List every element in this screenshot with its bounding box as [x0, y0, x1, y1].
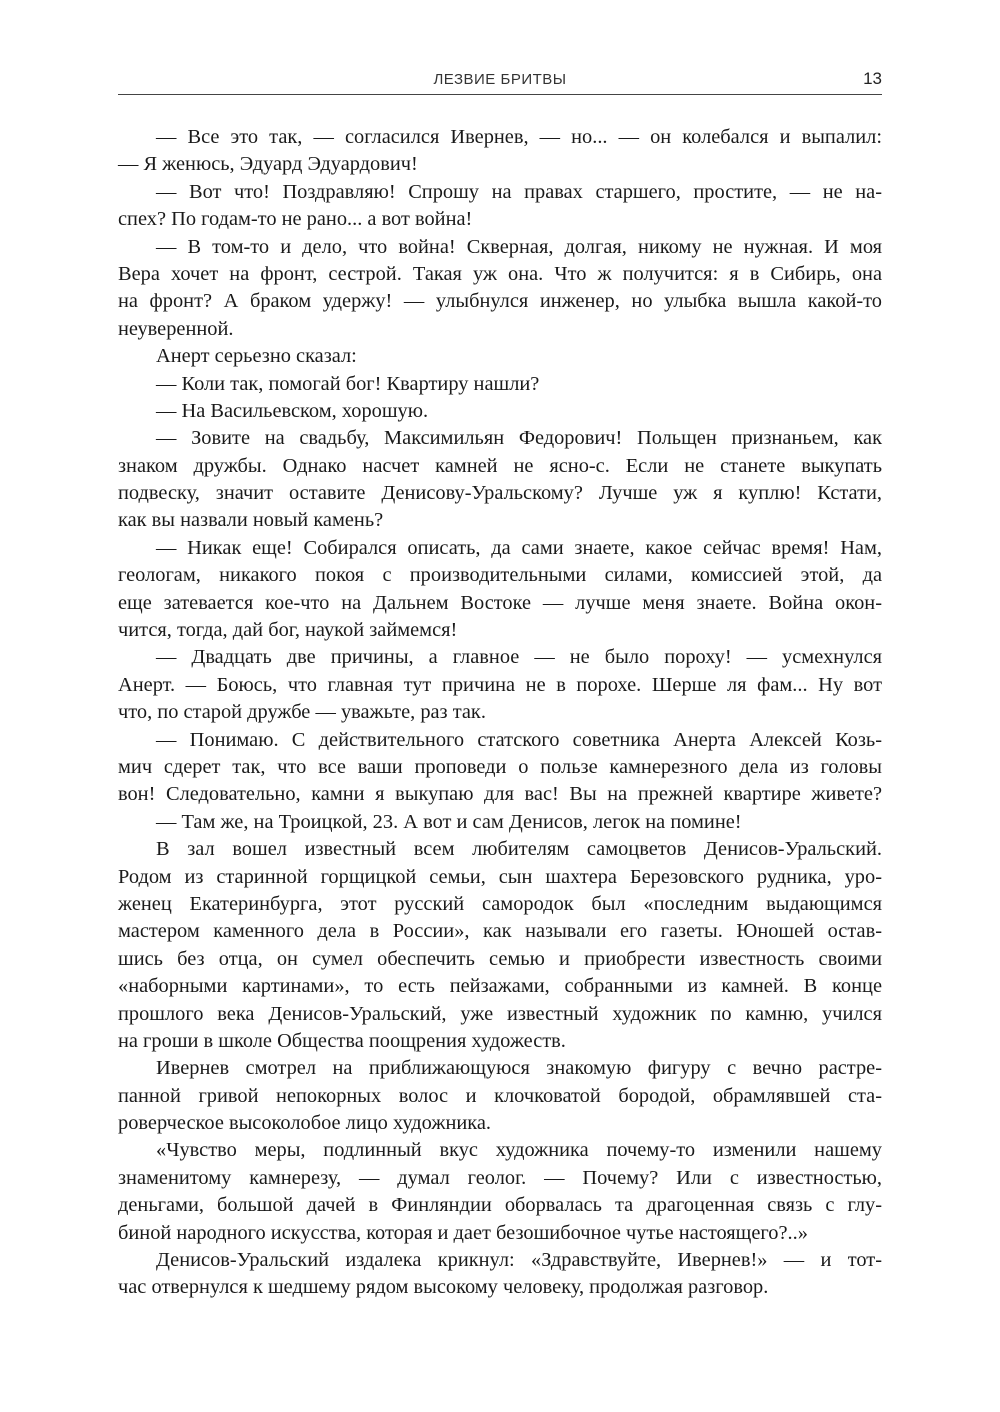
- text-line: — Я женюсь, Эдуард Эдуардович!: [118, 153, 418, 176]
- text-line: — Вот что! Поздравляю! Спрошу на правах старшего, простите, — не на-: [156, 180, 882, 203]
- text-line: — Зовите на свадьбу, Максимильян Федорович! Польщен признаньем, как: [156, 427, 882, 450]
- running-header: [118, 68, 882, 95]
- text-line: спех? По годам-то не рано... а вот война!: [118, 208, 473, 231]
- text-line: подвеску, значит оставите Денисову-Уральскому? Лучше уж я куплю! Кстати,: [118, 482, 882, 505]
- text-line: Вера хочет на фронт, сестрой. Такая уж она. Что ж получится: я в Сибирь, она: [118, 262, 882, 285]
- text-line: как вы назвали новый камень?: [118, 509, 384, 532]
- text-line: — Все это так, — согласился Ивернев, — но... — он колебался и выпалил:: [156, 126, 882, 148]
- text-line: Денисов-Уральский издалека крикнул: «Здравствуйте, Ивернев!» — и тот-: [156, 1249, 882, 1272]
- text-line: В зал вошел известный всем любителям самоцветов Денисов-Уральский.: [156, 838, 882, 861]
- text-line: неуверенной.: [118, 317, 234, 340]
- text-line: Анерт. — Боюсь, что главная тут причина не в порохе. Шерше ля фам... Ну вот: [118, 673, 882, 696]
- text-line: мич сдерет так, что все ваши проповеди о пользе камнерезного дела из головы: [118, 755, 882, 778]
- text-line: знаком дружбы. Однако насчет камней не ясно-с. Если не станете выкупать: [118, 454, 882, 477]
- text-line: Родом из старинной горщицкой семьи, сын шахтера Березовского рудника, уро-: [118, 865, 882, 888]
- text-line: на гроши в школе Общества поощрения художеств.: [118, 1029, 566, 1052]
- text-line: биной народного искусства, которая и дает безошибочное чутье настоящего?..»: [118, 1221, 808, 1244]
- text-line: на фронт? А браком удержу! — улыбнулся инженер, но улыбка вышла какой-то: [118, 290, 882, 313]
- text-line: «Чувство меры, подлинный вкус художника почему-то изменили нашему: [156, 1139, 882, 1162]
- text-line: мастером каменного дела в России», как называли его газеты. Юношей остав-: [118, 920, 882, 943]
- text-line: еще затевается кое-что на Дальнем Востоке — лучше меня знаете. Война окон-: [118, 591, 882, 614]
- text-line: Ивернев смотрел на приближающуюся знакомую фигуру с вечно растре-: [156, 1057, 882, 1080]
- text-line: — Двадцать две причины, а главное — не было пороху! — усмехнулся: [156, 646, 882, 669]
- text-line: женец Екатеринбурга, этот русский самородок был «последним выдающимся: [118, 892, 882, 915]
- text-line: — В том-то и дело, что война! Скверная, долгая, никому не нужная. И моя: [156, 235, 882, 258]
- text-line: что, по старой дружбе — уважьте, раз так.: [118, 701, 486, 724]
- text-line: вон! Следовательно, камни я выкупаю для вас! Вы на прежней квартире живете?: [118, 783, 882, 806]
- text-line: Анерт серьезно сказал:: [156, 345, 357, 368]
- text-line: геологам, никакого покоя с производительными силами, комиссией этой, да: [118, 564, 882, 587]
- text-line: «наборными картинами», то есть пейзажами, собранными из камней. В конце: [118, 975, 882, 998]
- text-line: панной гривой непокорных волос и клочковатой бородой, обрамлявшей ста-: [118, 1084, 882, 1107]
- text-line: знаменитому камнерезу, — думал геолог. — Почему? Или с известностью,: [118, 1166, 882, 1189]
- text-line: — Понимаю. С действительного статского советника Анерта Алексей Козь-: [156, 728, 882, 751]
- text-line: — На Васильевском, хорошую.: [156, 399, 429, 422]
- text-line: — Никак еще! Собирался описать, да сами знаете, какое сейчас время! Нам,: [156, 536, 882, 559]
- text-line: — Коли так, помогай бог! Квартиру нашли?: [156, 372, 540, 395]
- text-line: прошлого века Денисов-Уральский, уже известный художник по камню, учился: [118, 1002, 882, 1025]
- text-line: деньгами, большой дачей в Финляндии оборвалась та драгоценная связь с глу-: [118, 1194, 882, 1217]
- text-line: роверческое высоколобое лицо художника.: [118, 1112, 492, 1135]
- text-line: — Там же, на Троицкой, 23. А вот и сам Денисов, легок на помине!: [156, 810, 742, 833]
- running-title: ЛЕЗВИЕ БРИТВЫ: [433, 71, 567, 88]
- text-line: час отвернулся к шедшему рядом высокому человеку, продолжая разговор.: [118, 1276, 769, 1299]
- page-number: 13: [863, 69, 882, 88]
- body-text: [118, 124, 882, 1302]
- text-line: шись без отца, он сумел обеспечить семью и приобрести известность своими: [118, 947, 882, 970]
- text-line: чится, тогда, дай бог, наукой займемся!: [118, 619, 458, 642]
